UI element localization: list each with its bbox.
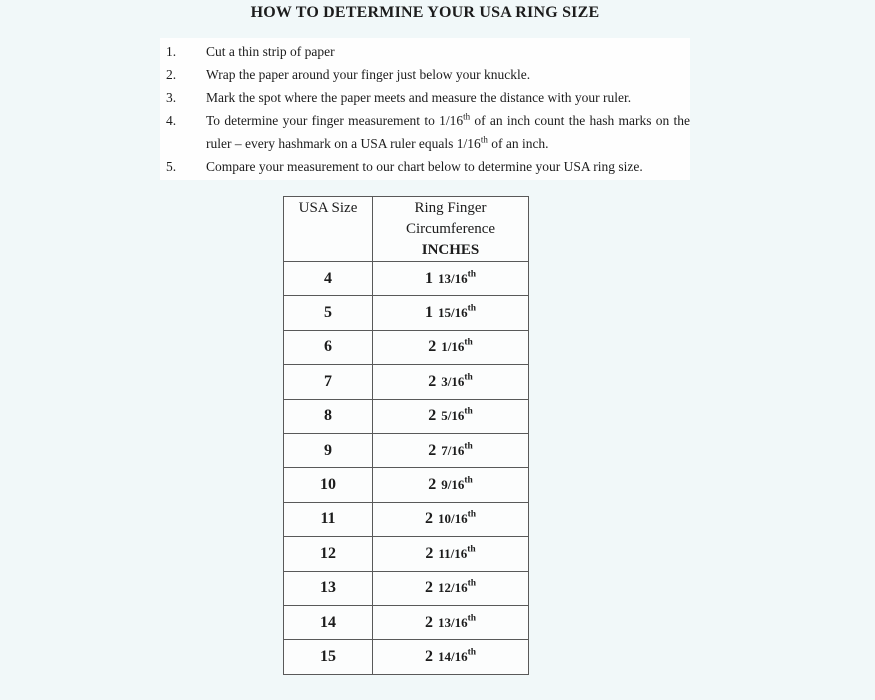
value-whole: 2 [424, 647, 433, 665]
list-item [160, 86, 690, 109]
list-item [160, 40, 690, 63]
value-sup: th [464, 372, 473, 383]
list-item [160, 109, 690, 155]
value-frac: 7/16 [441, 442, 465, 458]
instruction-line: ruler – every hashmark on a USA ruler equals 1/16th of an inch. [206, 134, 549, 151]
table-row [284, 399, 529, 433]
value-whole: 2 [428, 407, 437, 425]
instruction-line: Cut a thin strip of paper [206, 44, 335, 59]
table-row [284, 296, 529, 330]
value-frac: 13/16 [437, 614, 468, 630]
value-sup: th [467, 269, 477, 280]
usa-size-cell: 10 [284, 468, 373, 502]
value-frac: 9/16 [441, 477, 465, 493]
value-sup: th [467, 510, 477, 521]
value-sup: th [464, 475, 473, 486]
value-whole: 2 [424, 579, 433, 597]
superscript: th [463, 111, 471, 122]
value-frac: 12/16 [437, 580, 468, 596]
page-title: HOW TO DETERMINE YOUR USA RING SIZE [250, 4, 600, 21]
superscript: th [480, 134, 488, 145]
table-row [284, 571, 529, 605]
instruction-line: Compare your measurement to our chart below to determine your USA ring size. [206, 159, 643, 174]
instructions-panel [160, 38, 690, 180]
item-lines [206, 40, 690, 63]
value-whole: 2 [428, 441, 437, 459]
value-whole: 2 [425, 544, 434, 562]
value-sup: th [467, 303, 477, 314]
usa-size-cell: 13 [284, 571, 373, 605]
circumference-header [373, 197, 529, 262]
table-row [284, 605, 529, 639]
circumference-cell [373, 605, 529, 639]
circumference-header-line3: INCHES [421, 242, 480, 258]
item-lines [206, 109, 690, 155]
usa-size-cell: 6 [284, 330, 373, 364]
value-sup: th [467, 544, 476, 555]
usa-size-cell: 5 [284, 296, 373, 330]
value-sup: th [467, 647, 477, 658]
table-row [284, 468, 529, 502]
table-row [284, 365, 529, 399]
value-whole: 1 [424, 304, 433, 322]
item-marker: 4. [166, 113, 177, 128]
value-frac: 13/16 [437, 270, 468, 286]
ring-size-table [283, 196, 529, 675]
item-lines [206, 63, 690, 86]
list-item [160, 155, 690, 178]
value-whole: 2 [428, 338, 437, 356]
table-row [284, 330, 529, 364]
item-lines [206, 155, 690, 178]
circumference-cell [373, 502, 529, 536]
usa-size-cell: 12 [284, 537, 373, 571]
list-item [160, 63, 690, 86]
value-whole: 2 [424, 613, 433, 631]
value-sup: th [464, 338, 473, 349]
value-frac: 15/16 [437, 305, 468, 321]
value-frac: 14/16 [437, 648, 468, 664]
size-table-body [284, 262, 529, 675]
value-frac: 1/16 [441, 339, 465, 355]
circumference-cell [373, 365, 529, 399]
table-row [284, 640, 529, 674]
circumference-cell [373, 262, 529, 296]
usa-size-cell: 8 [284, 399, 373, 433]
circumference-header-line2: Circumference [405, 221, 496, 237]
value-whole: 1 [424, 269, 433, 287]
instruction-line: To determine your finger measurement to 1/16th of an inch count the hash marks on the [206, 111, 690, 128]
instruction-line: Mark the spot where the paper meets and measure the distance with your ruler. [206, 90, 632, 105]
value-sup: th [467, 578, 477, 589]
circumference-cell [373, 296, 529, 330]
value-whole: 2 [428, 372, 437, 390]
table-row [284, 433, 529, 467]
circumference-cell [373, 571, 529, 605]
item-marker: 5. [166, 159, 177, 174]
table-row [284, 262, 529, 296]
table-row [284, 537, 529, 571]
circumference-cell [373, 468, 529, 502]
circumference-cell [373, 640, 529, 674]
circumference-cell [373, 399, 529, 433]
value-frac: 5/16 [441, 408, 465, 424]
circumference-header-line1: Ring Finger [414, 200, 487, 216]
usa-size-cell: 14 [284, 605, 373, 639]
usa-size-cell: 9 [284, 433, 373, 467]
item-lines [206, 86, 690, 109]
item-marker: 2. [166, 67, 177, 82]
circumference-cell [373, 330, 529, 364]
value-whole: 2 [424, 510, 433, 528]
value-frac: 11/16 [438, 545, 468, 561]
circumference-cell [373, 433, 529, 467]
usa-size-cell: 15 [284, 640, 373, 674]
table-row [284, 502, 529, 536]
usa-size-cell: 7 [284, 365, 373, 399]
circumference-cell [373, 537, 529, 571]
item-marker: 3. [166, 90, 177, 105]
value-whole: 2 [428, 476, 437, 494]
value-sup: th [464, 406, 473, 417]
value-sup: th [464, 441, 473, 452]
value-frac: 3/16 [441, 373, 465, 389]
usa-size-header: USA Size [284, 197, 373, 262]
table-header-row [284, 197, 529, 262]
value-frac: 10/16 [437, 511, 468, 527]
instruction-line: Wrap the paper around your finger just below your knuckle. [206, 67, 531, 82]
instructions-list [160, 40, 690, 178]
usa-size-cell: 4 [284, 262, 373, 296]
usa-size-cell: 11 [284, 502, 373, 536]
value-sup: th [467, 613, 477, 624]
item-marker: 1. [166, 44, 177, 59]
